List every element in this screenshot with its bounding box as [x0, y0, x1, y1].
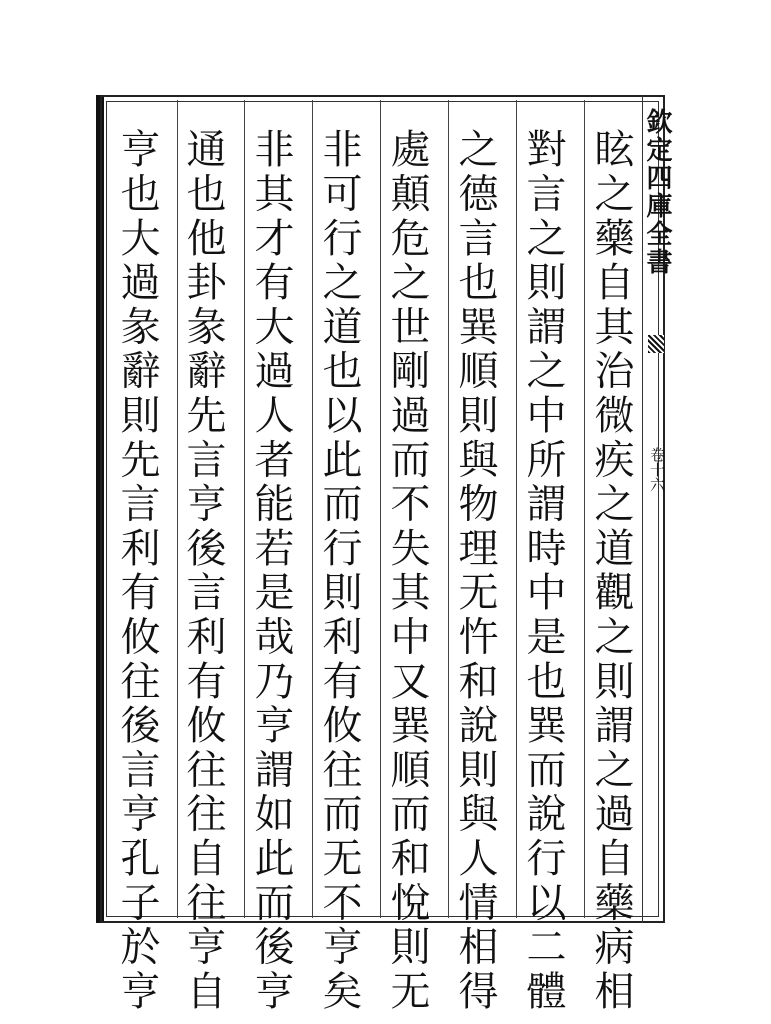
text-column-4: 處顛危之世剛過而不失其中又巽順而和悅則无: [384, 128, 430, 1014]
seal-mark: [648, 335, 664, 353]
text-column-5: 非可行之道也以此而行則利有攸往而无不亨矣: [316, 128, 362, 1014]
book-title: 欽定四庫全書: [642, 108, 672, 276]
text-column-1: 眩之藥自其治微疾之道觀之則謂之過自藥病相: [588, 128, 634, 1014]
text-column-6: 非其才有大過人者能若是哉乃亨謂如此而後亨: [248, 128, 294, 1014]
text-column-2: 對言之則謂之中所謂時中是也巽而說行以二體: [520, 128, 566, 1014]
text-column-8: 亨也大過彖辭則先言利有攸往後言亨孔子於亨: [114, 128, 160, 1014]
volume-label: 卷十六: [648, 447, 666, 492]
text-column-7: 通也他卦彖辭先言亨後言利有攸往往自往亨自: [180, 128, 226, 1014]
text-column-3: 之德言也巽順則與物理无忤和說則與人情相得: [452, 128, 498, 1014]
